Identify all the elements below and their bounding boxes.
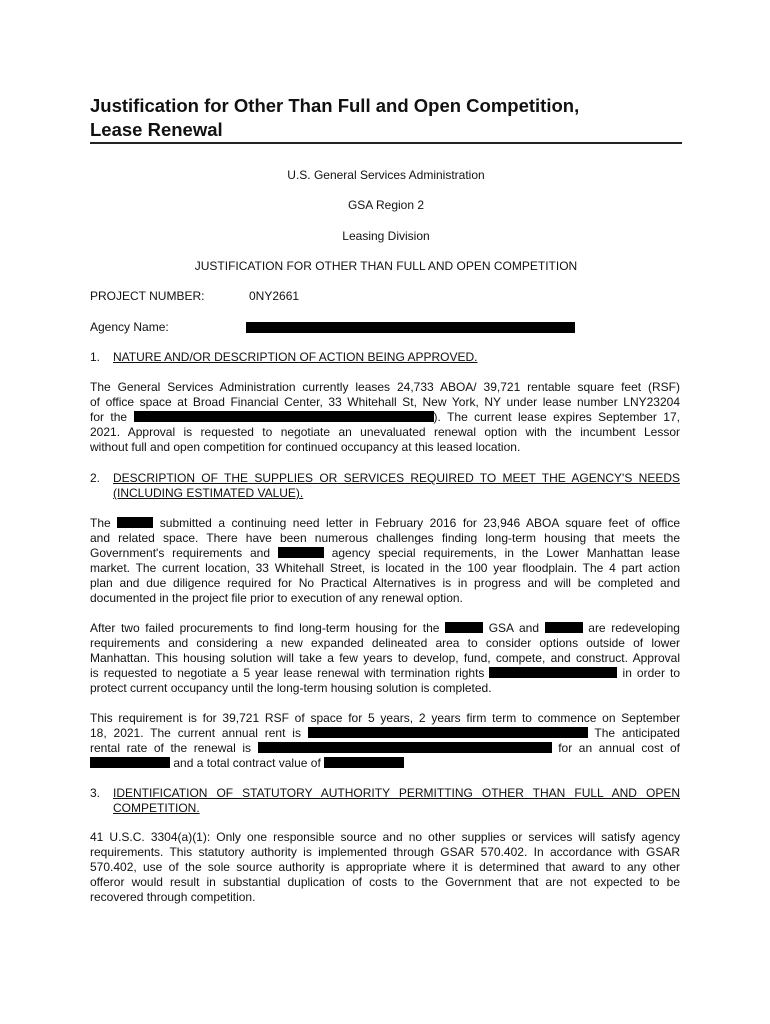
section-3-line: 41 U.S.C. 3304(a)(1): Only one responsible source and no other supplies or services will satisfy agency xyxy=(90,830,680,844)
section-2-line xyxy=(90,741,680,756)
section-2-title-line-2: (INCLUDING ESTIMATED VALUE). xyxy=(113,486,304,500)
title-underline-rule xyxy=(90,142,682,144)
text-segment: 18, 2021. The current annual rent is xyxy=(90,726,301,740)
redaction-bar xyxy=(545,622,583,633)
section-2-line: market. The current location, 33 Whitehall Street, is located in the 100 year floodplain. The 4 part action xyxy=(90,561,680,575)
redaction-bar xyxy=(489,667,617,678)
section-3-title-line-1: IDENTIFICATION OF STATUTORY AUTHORITY PERMITTING OTHER THAN FULL AND OPEN xyxy=(113,786,680,800)
agency-name-label: Agency Name: xyxy=(90,320,169,334)
section-1-line: of office space at Broad Financial Center, 33 Whitehall St, New York, NY under lease number LNY23204 xyxy=(90,395,680,409)
text-segment: rental rate of the renewal is xyxy=(90,741,252,755)
section-2-line: and related space. There have been numerous challenges finding long-term housing that meets the xyxy=(90,531,680,545)
redaction-bar xyxy=(278,547,324,558)
project-number-label: PROJECT NUMBER: xyxy=(90,289,205,303)
agency-name-redaction xyxy=(246,322,575,333)
text-segment: for an annual cost of xyxy=(558,741,680,755)
section-2-line: protect current occupancy until the long-term housing solution is completed. xyxy=(90,681,492,695)
section-3-line: 570.402, use of the sole source authority is appropriate where it is determined that award to any other xyxy=(90,860,680,874)
title-line-2: Lease Renewal xyxy=(90,119,223,140)
agency-header: U.S. General Services Administration xyxy=(287,168,485,182)
section-1-number: 1. xyxy=(90,350,101,364)
section-2-line: documented in the project file prior to execution of any renewal option. xyxy=(90,591,463,605)
text-segment: is requested to negotiate a 5 year lease renewal with termination rights xyxy=(90,666,485,680)
section-2-line: plan and due diligence required for No Practical Alternatives is in progress and will be completed and xyxy=(90,576,680,590)
section-1-line: The General Services Administration currently leases 24,733 ABOA/ 39,721 rentable square feet (RSF) xyxy=(90,380,680,394)
section-1-line xyxy=(90,410,680,425)
redaction-bar xyxy=(90,757,170,768)
section-3-title-line-2: COMPETITION. xyxy=(113,801,200,815)
redaction-bar xyxy=(308,727,588,738)
region-header: GSA Region 2 xyxy=(347,198,425,212)
section-2-line xyxy=(90,726,680,741)
text-segment: agency special requirements, in the Lower Manhattan lease xyxy=(331,546,680,560)
text-segment: The anticipated xyxy=(594,726,680,740)
section-3-number: 3. xyxy=(90,786,101,800)
section-2-number: 2. xyxy=(90,471,101,485)
section-1-title: NATURE AND/OR DESCRIPTION OF ACTION BEING APPROVED. xyxy=(113,350,478,364)
redaction-bar xyxy=(117,517,153,528)
section-3-line: offeror would result in substantial duplication of costs to the Government that are not expected to be xyxy=(90,875,680,889)
text-segment: The xyxy=(90,516,111,530)
section-1-line: 2021. Approval is requested to negotiate an unevaluated renewal option with the incumbent Lessor xyxy=(90,425,680,439)
doc-type-header: JUSTIFICATION FOR OTHER THAN FULL AND OPEN COMPETITION xyxy=(194,259,578,273)
text-segment: After two failed procurements to find long-term housing for the xyxy=(90,621,440,635)
division-header: Leasing Division xyxy=(342,229,430,243)
section-2-line xyxy=(90,516,680,531)
text-segment: GSA and xyxy=(488,621,540,635)
section-2-line xyxy=(90,666,680,681)
section-2-line: Manhattan. This housing solution will take a few years to develop, fund, compete, and construct. Approval xyxy=(90,651,680,665)
text-segment: in order to xyxy=(622,666,681,680)
text-segment: and a total contract value of xyxy=(173,756,321,770)
text-segment: for the xyxy=(90,410,128,424)
section-2-line xyxy=(90,621,680,636)
section-3-heading xyxy=(90,786,680,816)
section-1-heading xyxy=(90,350,680,365)
section-2-line xyxy=(90,756,680,771)
redaction-bar xyxy=(134,411,434,422)
section-3-line: recovered through competition. xyxy=(90,890,256,904)
section-1-line: without full and open competition for continued occupancy at this leased location. xyxy=(90,440,521,454)
text-segment: are redeveloping xyxy=(588,621,680,635)
section-2-line xyxy=(90,546,680,561)
text-segment: ). The current lease expires September 17, xyxy=(433,410,680,424)
section-2-line: requirements and considering a new expanded delineated area to consider options outside of lower xyxy=(90,636,680,650)
section-2-title-line-1: DESCRIPTION OF THE SUPPLIES OR SERVICES REQUIRED TO MEET THE AGENCY'S NEEDS xyxy=(113,471,680,485)
title-line-1: Justification for Other Than Full and Open Competition, xyxy=(90,95,580,116)
section-2-heading xyxy=(90,471,680,501)
text-segment: submitted a continuing need letter in February 2016 for 23,946 ABOA square feet of office xyxy=(159,516,681,530)
redaction-bar xyxy=(324,757,404,768)
section-3-line: requirements. This statutory authority is implemented through GSAR 570.402. In accordance with GSAR xyxy=(90,845,680,859)
redaction-bar xyxy=(258,742,552,753)
text-segment: Government's requirements and xyxy=(90,546,271,560)
section-2-line: This requirement is for 39,721 RSF of space for 5 years, 2 years firm term to commence on September xyxy=(90,711,680,725)
redaction-bar xyxy=(445,622,483,633)
project-number-value: 0NY2661 xyxy=(249,289,300,303)
document-title xyxy=(90,94,682,142)
